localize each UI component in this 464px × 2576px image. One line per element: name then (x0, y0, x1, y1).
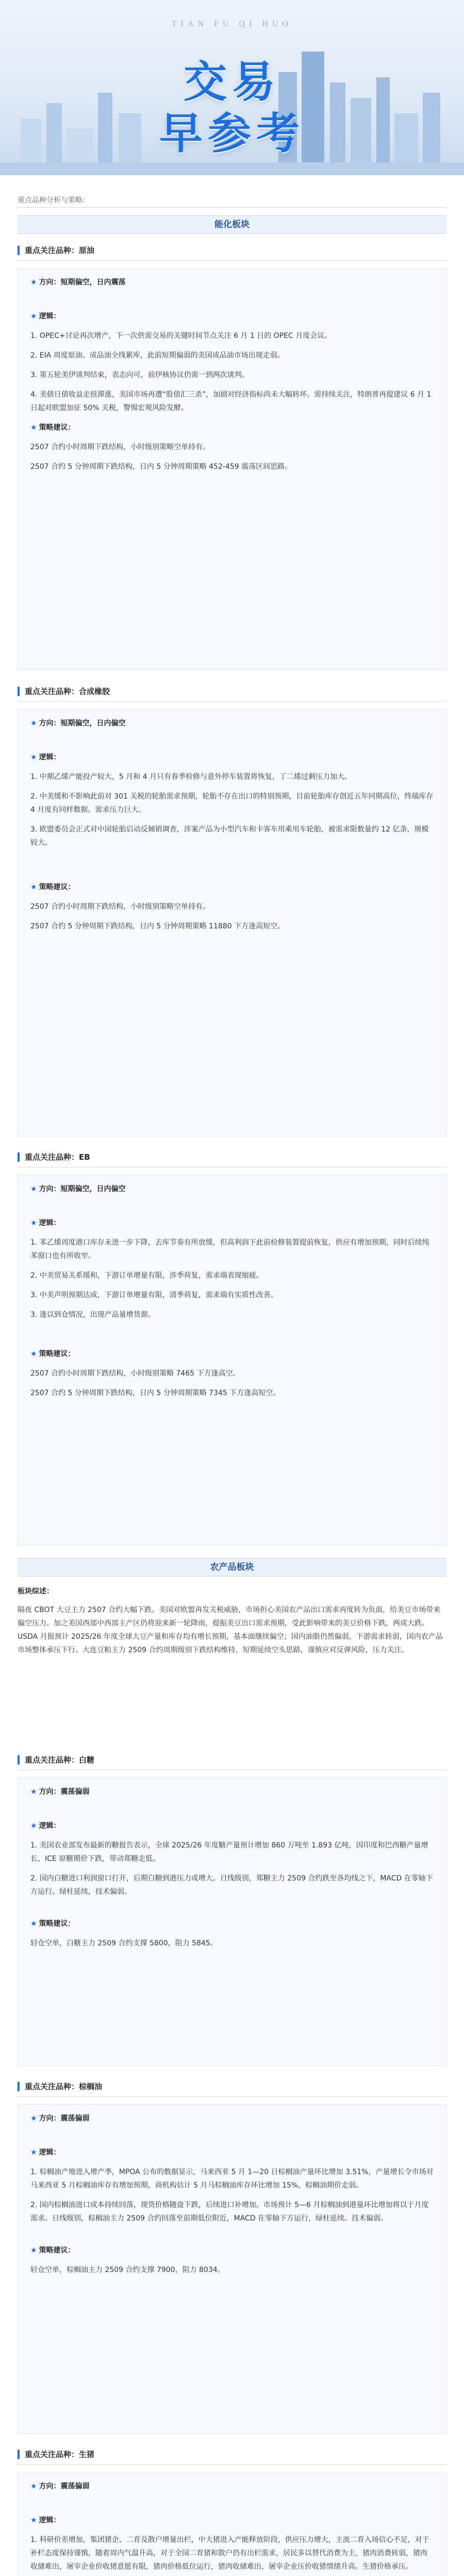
strategy-item: 2507 合约小时周期下跌结构，小时级别策略空单持有。 (30, 903, 210, 911)
card-palm (18, 2104, 446, 2434)
overview-text: 隔夜 CBOT 大豆主力 2507 合约大幅下跌。美国对欧盟再发关税威胁，市场担心美国农产品出口需求再度转为负面，给美豆市场带来偏空压力。加之美国西部中西部主产区仍将迎来新一轮降雨，提振美豆出口需求预期，受此影响带来的美豆价格下跌，两成大跌。USDA 月报预计 2025/26 年度全球大豆产量和库存均有增长预期，基本面继续偏空；国内油脂仍然偏弱，下游需求转弱，国内农产品市场整体承压下行。大连豆粕主力 2509 合约周期级别下跌结构维持，短期延续空头思路，谨慎应对反弹风险，压力关注。 (18, 1606, 443, 1654)
logic-item: 1. 棕榈油产地进入增产季，MPOA 公布的数据显示，马来西亚 5 月 1—20 日棕榈油产量环比增加 3.51%，产量增长令市场对马来西亚 5 月棕榈油库存有增加预期，商机构估计 5 月马棕榈油库存环比增加 15%，棕榈油期价走弱。 (30, 2168, 434, 2190)
logic-label: 逻辑： (39, 1219, 61, 1227)
star-icon: ★ (30, 883, 37, 891)
star-icon: ★ (30, 1788, 37, 1796)
star-icon: ★ (30, 423, 37, 432)
strategy-label: 策略建议： (39, 1350, 75, 1358)
star-icon: ★ (30, 2516, 37, 2524)
logic-item: 2. 中美缓和不影响此前对 301 关税的轮胎需求预期，轮胎不存在出口的特别预期，目前轮胎库存创近五年同期高位，终端库存 4 月度有同样数据。需求压力巨大。 (30, 792, 434, 814)
strategy-item: 2507 合约 5 分钟周期下跌结构，日内 5 分钟周期策略 452-459 震荡区间思路。 (30, 463, 292, 471)
direction-text: 方向：短期偏空，日内偏空 (39, 719, 126, 727)
strategy-item: 2507 合约小时周期下跌结构，小时级别策略空单持有。 (30, 443, 210, 451)
variety-title-text: 重点关注品种：合成橡胶 (25, 687, 110, 696)
logic-label: 逻辑： (39, 2516, 61, 2524)
star-icon: ★ (30, 2114, 37, 2123)
strategy-label: 策略建议： (39, 883, 75, 891)
card-eb (18, 1175, 446, 1546)
divider (18, 207, 446, 208)
strategy-item: 2507 合约 5 分钟周期下跌结构，日内 5 分钟周期策略 7345 下方逢高短空。 (30, 1389, 280, 1397)
logic-label: 逻辑： (39, 1822, 61, 1830)
variety-title-text: 重点关注品种：白糖 (25, 1755, 95, 1765)
logic-item: 3. 第五轮美伊谈判结束，表态向可，前伊核协议仍需一到两次谈判。 (30, 371, 249, 379)
card-rubber (18, 709, 446, 1137)
logic-item: 2. 国内白糖进口利润窗口打开，后期白糖到港压力或增大。日线级别，郑糖主力 2509 合约跌至各均线之下，MACD 在零轴下方运行。绿柱延续，技术偏弱。 (30, 1874, 433, 1896)
variety-title-crude (18, 240, 446, 261)
logic-item: 3. 中美声明预期达成，下游订单增量有限，清季荷复，需求端有实质性改善。 (30, 1291, 278, 1299)
star-icon: ★ (30, 753, 37, 761)
direction-text: 方向：短期偏空，日内偏空 (39, 1185, 126, 1193)
strategy-item: 2507 合约小时周期下跌结构，小时级别策略 7465 下方逢高空。 (30, 1369, 240, 1378)
logic-label: 逻辑： (39, 753, 61, 761)
banner-title-line2: 早参考 (159, 108, 305, 159)
logic-item: 1. 美国农业部发布最新的糖报告表示，全球 2025/26 年度糖产量预计增加 860 万吨至 1.893 亿吨，因印度和巴西糖产量增长，ICE 原糖期价下跌，带动郑糖走低。 (30, 1841, 428, 1863)
card-hog (18, 2472, 446, 2576)
variety-title-text: 重点关注品种：生猪 (25, 2450, 95, 2459)
variety-title-text: 重点关注品种：原油 (25, 246, 95, 255)
banner-title-line1: 交易 (183, 57, 280, 107)
logic-item: 1. OPEC+讨论再次增产，下一次供需交易的关键时间节点关注 6 月 1 日的 OPEC 月度会议。 (30, 332, 332, 340)
variety-title-rubber (18, 681, 446, 702)
star-icon: ★ (30, 2148, 37, 2157)
section-header-energy: 能化板块 (18, 215, 446, 234)
logic-item: 2. EIA 周度原油、成品油全线累库，此前短期偏弱的美国成品油市场出现走弱。 (30, 351, 285, 360)
card-sugar (18, 1777, 446, 2066)
star-icon: ★ (30, 1822, 37, 1830)
banner-english: TIAN FU QI HUO (171, 20, 293, 28)
logic-item: 3. 逢以到仓情况，出现产品量增货源。 (30, 1311, 155, 1319)
variety-title-eb (18, 1147, 446, 1167)
logic-item: 1. 中期乙烯产能投产较大，5 月和 4 月只有春季检修与意外停车装置将恢复，丁二烯过剩压力加大。 (30, 773, 352, 781)
logic-label: 逻辑： (39, 2148, 61, 2157)
star-icon: ★ (30, 1920, 37, 1928)
logic-item: 2. 国内棕榈油进口成本持续回落，现货价格随盘下跌，后续进口补增加。市场预计 5—6 月棕榈油到港量环比增加将以于月度需求。日线级别，棕榈油主力 2509 合约回落至前期低位附近，MACD 在零轴下方运行，绿柱延续。技术偏弱。 (30, 2201, 429, 2223)
star-icon: ★ (30, 719, 37, 727)
star-icon: ★ (30, 312, 37, 320)
star-icon: ★ (30, 1185, 37, 1193)
logic-item: 4. 美债日债收益走扭滞涨，美国市场再遭“股债汇三杀”，加剧对经济指标尚未大幅转坏。需持续关注，特朗普再提建议 6 月 1 日起对欧盟加征 50% 关税，警惕宏观风险发酵。 (30, 391, 432, 412)
variety-title-sugar (18, 1750, 446, 1770)
header-banner (0, 0, 464, 175)
star-icon: ★ (30, 1219, 37, 1227)
logic-item: 2. 中美贸易关系缓和，下游订单增量有限，涉季荷复，需求端表现缩疲。 (30, 1272, 263, 1280)
variety-title-hog (18, 2444, 446, 2465)
section-header-agri: 农产品板块 (18, 1558, 446, 1577)
variety-title-text: 重点关注品种：棕榈油 (25, 2082, 103, 2091)
direction-text: 方向：震荡偏弱 (39, 1788, 90, 1796)
direction-text: 方向：短期偏空，日内震荡 (39, 278, 126, 286)
strategy-item: 2507 合约 5 分钟周期下跌结构，日内 5 分钟周期策略 11880 下方逢高短空。 (30, 922, 285, 930)
star-icon: ★ (30, 278, 37, 286)
strategy-label: 策略建议： (39, 2246, 75, 2255)
variety-title-text: 重点关注品种：EB (25, 1153, 90, 1162)
star-icon: ★ (30, 2246, 37, 2255)
strategy-label: 策略建议： (39, 423, 75, 432)
strategy-item: 轻仓空单，白糖主力 2509 合约支撑 5800，阻力 5845。 (30, 1939, 218, 1947)
logic-item: 1. 科研价差增加，集团猪企、二育及散户增量出栏，中大猪进入产能释放阶段，供应压力增大，主流二育入场信心不足，对于补栏态度保持谨慎，随着周内气温升高，对于全国二育猪和散户仍有出栏需求，居民多以替代消费为主，猪肉消费转弱，猪肉收储难出，屠宰企业价收猪意愿有限，猪肉价格低位运行，猪肉收储难出，屠宰企业压价收猪情绪升高。生猪价格承压。 (30, 2536, 429, 2571)
logic-item: 3. 欧盟委员会正式对中国轮胎启动反倾销调查，涉案产品为小型汽车和卡客车用乘用车轮胎，被需求限数量约 12 亿条，规模较大。 (30, 825, 429, 847)
overview-label: 板块综述： (18, 1587, 54, 1596)
agri-overview (18, 1585, 446, 1739)
logic-item: 1. 苯乙烯周度港口库存未进一步下降，去库节奏有所放缓，但高利润下此前检修装置提前恢复，供应有增加预期，同时后续纯苯窗口也有所收窄。 (30, 1239, 429, 1260)
star-icon: ★ (30, 2482, 37, 2490)
star-icon: ★ (30, 1350, 37, 1358)
direction-text: 方向：震荡偏弱 (39, 2114, 90, 2123)
strategy-label: 策略建议： (39, 1920, 75, 1928)
card-crude (18, 268, 446, 670)
logic-label: 逻辑： (39, 312, 61, 320)
page-subtitle: 重点品种分析与策略： (18, 196, 90, 205)
direction-text: 方向：震荡偏弱 (39, 2482, 90, 2490)
variety-title-palm (18, 2076, 446, 2097)
strategy-item: 轻仓空单，棕榈油主力 2509 合约支撑 7900，阻力 8034。 (30, 2266, 225, 2274)
